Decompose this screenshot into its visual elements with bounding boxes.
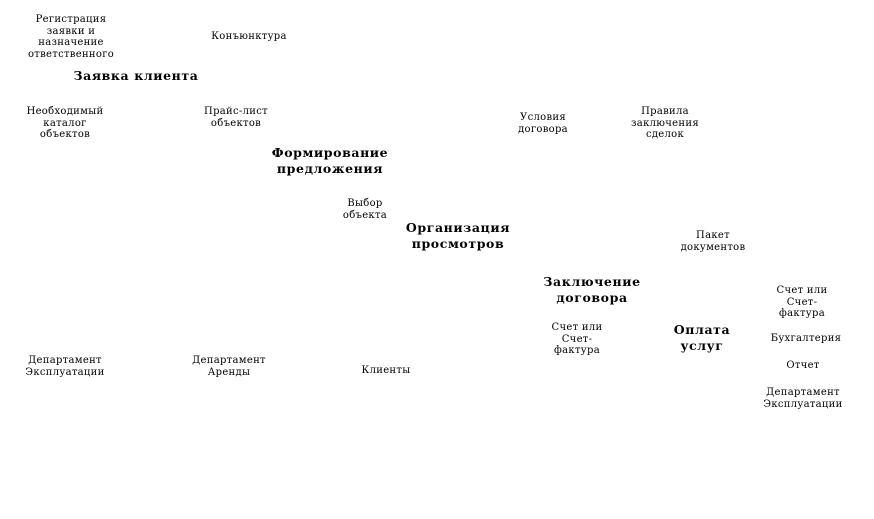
label-contract-terms: Условия договора	[518, 112, 568, 135]
label-registration: Регистрация заявки и назначение ответственного	[27, 14, 115, 60]
label-document-package: Пакет документов	[680, 230, 746, 253]
label-catalog: Необходимый каталог объектов	[26, 106, 104, 140]
label-deal-rules: Правила заключения сделок	[631, 106, 699, 140]
label-clients: Клиенты	[361, 365, 411, 376]
label-operations-department-1: Департамент Эксплуатации	[25, 355, 105, 378]
activity-client-request: Заявка клиента	[73, 68, 199, 83]
label-invoice-1: Счет или Счет- фактура	[551, 322, 603, 356]
label-report: Отчет	[786, 360, 820, 371]
activity-payment: Оплата услуг	[673, 322, 731, 353]
activity-organize-viewings: Организация просмотров	[405, 220, 511, 251]
activity-contract-conclusion: Заключение договора	[543, 274, 641, 305]
label-rental-department: Департамент Аренды	[192, 355, 266, 378]
label-market-conditions: Конъюнктура	[211, 31, 287, 42]
label-price-list: Прайс-лист объектов	[204, 106, 268, 129]
label-accounting: Бухгалтерия	[770, 333, 842, 344]
label-object-selection: Выбор объекта	[342, 198, 388, 221]
activity-form-proposal: Формирование предложения	[271, 145, 389, 176]
label-operations-department-2: Департамент Эксплуатации	[763, 387, 843, 410]
label-invoice-2: Счет или Счет- фактура	[776, 285, 828, 319]
